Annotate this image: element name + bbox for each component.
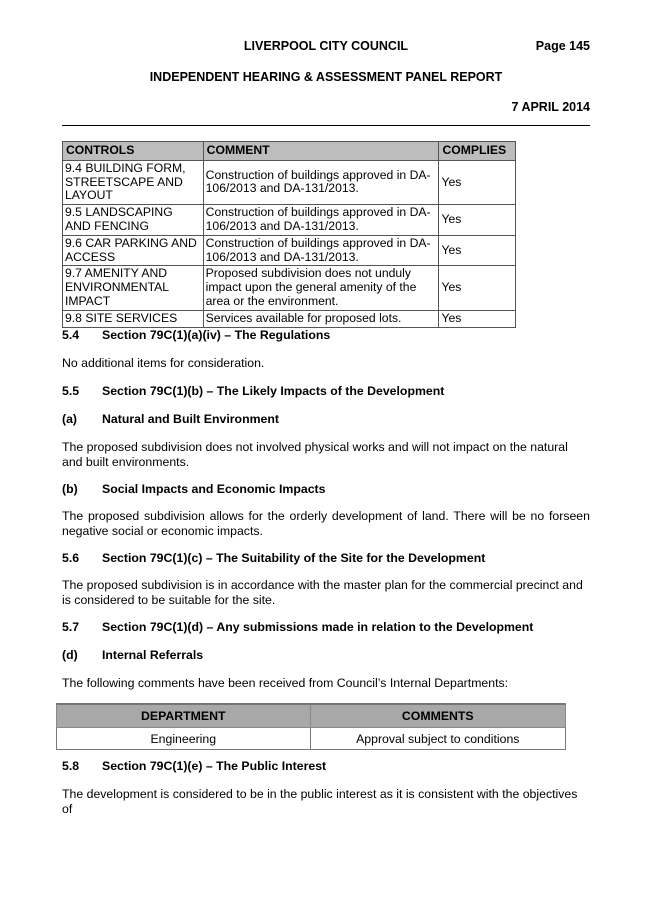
column-header-controls: CONTROLS <box>63 142 204 161</box>
control-cell: 9.6 CAR PARKING AND ACCESS <box>63 235 204 266</box>
dept-header-row <box>57 704 566 728</box>
section-title: Section 79C(1)(c) – The Suitability of the Site for the Development <box>102 551 486 565</box>
control-cell: 9.7 AMENITY AND ENVIRONMENTAL IMPACT <box>63 266 204 310</box>
section-text-5-8: The development is considered to be in the public interest as it is consistent with the objectives of <box>62 787 578 816</box>
section-text-5-6: The proposed subdivision is in accordance with the master plan for the commercial precinct and is considered to be suitable for the site. <box>62 578 583 607</box>
comment-cell: Proposed subdivision does not unduly impact upon the general amenity of the area or the environment. <box>203 266 439 310</box>
table-row <box>63 310 516 327</box>
report-title: INDEPENDENT HEARING & ASSESSMENT PANEL REPORT <box>149 70 503 84</box>
section-number: (b) <box>62 482 78 496</box>
subsection-text-a: The proposed subdivision does not involved physical works and will not impact on the natural and built environments. <box>62 440 568 469</box>
section-number: 5.6 <box>62 551 80 565</box>
subsection-heading-a <box>62 412 279 426</box>
table-row <box>57 728 566 750</box>
column-header-comment: COMMENT <box>203 142 439 161</box>
controls-table <box>62 141 516 328</box>
section-heading-5-6 <box>62 551 485 565</box>
section-title: Section 79C(1)(e) – The Public Interest <box>102 759 327 773</box>
section-number: (d) <box>62 648 78 662</box>
complies-cell: Yes <box>439 235 516 266</box>
complies-cell: Yes <box>439 310 516 327</box>
section-number: 5.8 <box>62 759 80 773</box>
table-row <box>63 205 516 236</box>
header-divider <box>62 125 590 126</box>
control-cell: 9.8 SITE SERVICES <box>63 310 204 327</box>
table-row <box>63 266 516 310</box>
column-header-complies: COMPLIES <box>439 142 516 161</box>
table-row <box>63 160 516 204</box>
section-text-5-4: No additional items for consideration. <box>62 356 265 370</box>
comments-cell: Approval subject to conditions <box>310 728 565 750</box>
controls-header-row <box>63 142 516 161</box>
report-date: 7 APRIL 2014 <box>511 100 590 114</box>
section-title: Section 79C(1)(b) – The Likely Impacts of the Development <box>102 384 445 398</box>
column-header-department: DEPARTMENT <box>57 704 311 728</box>
control-cell: 9.4 BUILDING FORM, STREETSCAPE AND LAYOUT <box>63 160 204 204</box>
internal-referrals-table <box>56 703 566 750</box>
section-number: (a) <box>62 412 78 426</box>
section-title: Section 79C(1)(d) – Any submissions made in relation to the Development <box>102 620 534 634</box>
table-row <box>63 235 516 266</box>
complies-cell: Yes <box>439 205 516 236</box>
section-number: 5.4 <box>62 328 80 342</box>
council-name: LIVERPOOL CITY COUNCIL <box>243 39 409 53</box>
section-heading-5-4 <box>62 328 330 342</box>
control-cell: 9.5 LANDSCAPING AND FENCING <box>63 205 204 236</box>
comment-cell: Construction of buildings approved in DA-106/2013 and DA-131/2013. <box>203 205 439 236</box>
comment-cell: Construction of buildings approved in DA-106/2013 and DA-131/2013. <box>203 235 439 266</box>
section-heading-5-7 <box>62 620 533 634</box>
complies-cell: Yes <box>439 160 516 204</box>
department-cell: Engineering <box>57 728 311 750</box>
section-number: 5.5 <box>62 384 80 398</box>
comment-cell: Services available for proposed lots. <box>203 310 439 327</box>
section-title: Natural and Built Environment <box>102 412 279 426</box>
subsection-text-b: The proposed subdivision allows for the orderly development of land. There will be no forseen negative social or economic impacts. <box>62 509 590 538</box>
subsection-text-d: The following comments have been received from Council’s Internal Departments: <box>62 676 509 690</box>
comment-cell: Construction of buildings approved in DA-106/2013 and DA-131/2013. <box>203 160 439 204</box>
complies-cell: Yes <box>439 266 516 310</box>
page-number: Page 145 <box>535 39 590 53</box>
column-header-comments: COMMENTS <box>310 704 565 728</box>
section-title: Social Impacts and Economic Impacts <box>102 482 326 496</box>
section-number: 5.7 <box>62 620 80 634</box>
section-heading-5-8 <box>62 759 326 773</box>
subsection-heading-b <box>62 482 325 496</box>
subsection-heading-d <box>62 648 203 662</box>
section-title: Internal Referrals <box>102 648 204 662</box>
section-heading-5-5 <box>62 384 444 398</box>
section-title: Section 79C(1)(a)(iv) – The Regulations <box>102 328 331 342</box>
